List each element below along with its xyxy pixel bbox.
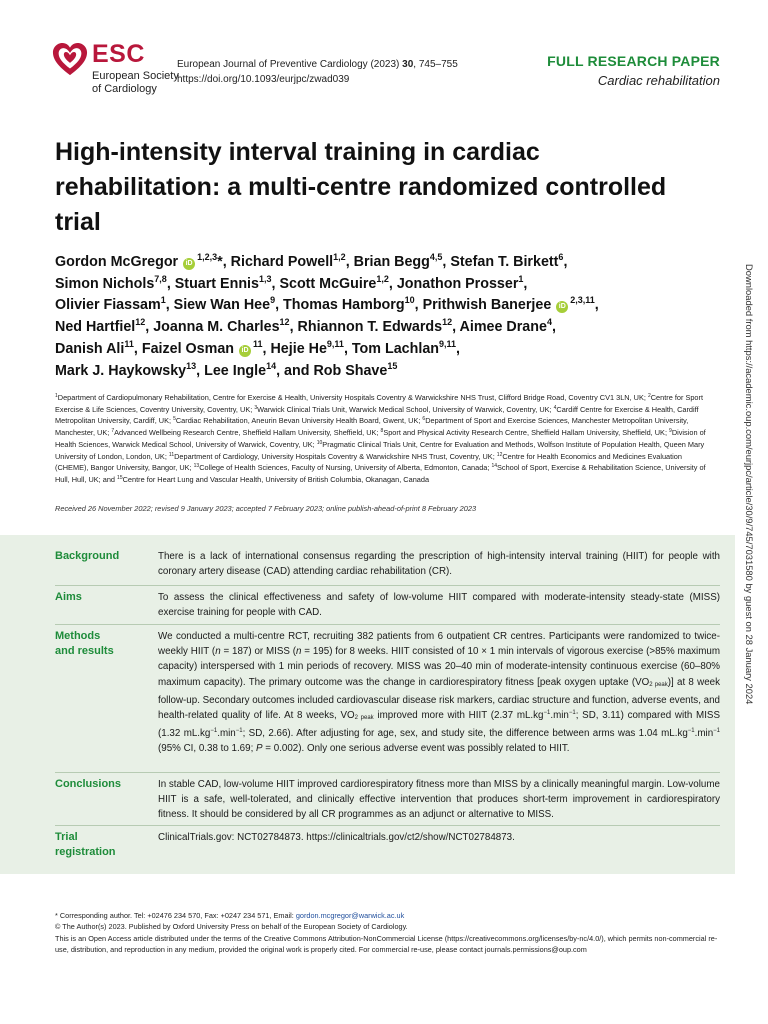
- author-separator: ,: [196, 362, 205, 379]
- author-separator: ,: [345, 254, 354, 270]
- author-name[interactable]: Brian Begg: [353, 254, 430, 270]
- author-name[interactable]: Olivier Fiassam: [55, 297, 161, 314]
- affiliation-number: 15: [117, 474, 123, 481]
- author-entry: [141, 338, 271, 357]
- affiliation-text: Department of Cardiology, University Hospitals Coventry & Warwickshire NHS Trust, Coventry, UK;: [174, 451, 497, 461]
- author-affiliation-ref: 13: [186, 360, 197, 371]
- abstract-text-aims: To assess the clinical effectiveness and safety of low-volume HIIT compared with moderate-intensity steady-state (MISS) exercise training for people with CAD.: [158, 592, 720, 619]
- copyright-notice: © The Author(s) 2023. Published by Oxford University Press on behalf of the European Society of Cardiology.: [55, 922, 408, 932]
- author-separator: ,: [523, 275, 528, 292]
- author-affiliation-ref: 1,2,3: [197, 252, 218, 262]
- author-separator: ,: [452, 319, 460, 336]
- author-affiliation-ref: 2,3,11: [570, 295, 595, 306]
- author-name[interactable]: Richard Powell: [230, 254, 334, 270]
- affiliation-number: 5: [173, 416, 176, 423]
- author-name[interactable]: Faizel Osman: [141, 340, 235, 357]
- author-separator: ,: [456, 340, 461, 357]
- corresponding-mark: *: [217, 254, 223, 270]
- author-name[interactable]: Rhiannon T. Edwards: [297, 319, 443, 336]
- author-entry: [231, 254, 354, 270]
- corresponding-author: * Corresponding author. Tel: +02476 234 570, Fax: +0247 234 571, Email: gordon.mcgregor@warwick.ac.uk: [55, 911, 405, 920]
- abstract-text-methods: We conducted a multi-centre RCT, recruiting 382 patients from 6 outpatient CR centres. Participants were randomized to twice-weekly HIIT (n = 187) or MISS (n = 195) for 8 weeks. HIIT consisted of 10 × 1 min intervals of vigorous exercise (>85% maximum capacity) interspersed with 1 min periods of recovery. MISS was 20–40 min of moderate-intensity continuous exercise (60–80% maximum capacity). The primary outcome was the change in cardiorespiratory fitness [peak oxygen uptake $(VO_{2 peak})$] at 8 week follow-up. Secondary outcomes included cardiovascular disease risk markers, cardiac structure and function, adverse events, and health-related quality of life. At 8 weeks, $VO_{2 peak}$ improved more with HIIT (2.37 $mL.kg^{-1}.\min^{-1}$; SD, 3.11) compared with MISS (1.32 $mL.kg^{-1}.\min^{-1}$; SD, 2.66). After adjusting for age, sex, and study site, the difference between arms was 1.04 $mL.kg^{-1}.\min^{-1}$ (95% CI, 0.38 to 1.69; P = 0.002). Only one serious adverse event was possibly related to HIIT.: [158, 631, 720, 755]
- article-title: High-intensity interval training in cardiac rehabilitation: a multi-centre randomized controlled trial: [55, 138, 667, 236]
- author-separator: ,: [271, 275, 280, 292]
- author-affiliation-ref: 7,8: [154, 273, 167, 284]
- author-entry: [55, 254, 231, 270]
- author-separator: ,: [594, 297, 599, 314]
- affiliation-number: 10: [316, 439, 323, 446]
- author-name[interactable]: Scott McGuire: [279, 275, 377, 292]
- author-separator: ,: [275, 297, 284, 314]
- author-separator: ,: [222, 254, 231, 270]
- author-separator: ,: [442, 254, 451, 270]
- affiliation-text: Pragmatic Clinical Trials Unit, Centre for Evaluation and Methods, Wolfson Institute of Population Health, Queen Mary University of London, London, UK;: [55, 439, 705, 461]
- orcid-icon[interactable]: iD: [556, 301, 568, 313]
- author-entry: [460, 319, 556, 335]
- esc-logo: [51, 40, 181, 96]
- abstract-divider: [55, 585, 720, 586]
- author-name[interactable]: Siew Wan Hee: [173, 297, 271, 314]
- author-name[interactable]: Jonathon Prosser: [396, 275, 519, 292]
- affiliation-number: 11: [168, 451, 175, 458]
- author-affiliation-ref: 1,2: [333, 252, 346, 262]
- footnotes: [55, 910, 720, 956]
- affiliation-number: 9: [669, 428, 672, 435]
- author-affiliation-ref: 1: [518, 273, 524, 284]
- author-entry: [450, 254, 567, 270]
- author-affiliation-ref: 14: [266, 360, 277, 371]
- email-link[interactable]: gordon.mcgregor@warwick.ac.uk: [295, 911, 405, 920]
- abstract-aims: [55, 590, 720, 624]
- affiliation-text: College of Health Sciences, Faculty of Nursing, University of Alberta, Edmonton, Canada;: [199, 463, 492, 473]
- doi-link[interactable]: https://doi.org/10.1093/eurjpc/zwad039: [177, 74, 350, 85]
- abstract-label-aims: Aims: [55, 591, 82, 603]
- affiliation-number: 14: [491, 463, 498, 470]
- author-affiliation-ref: 15: [387, 360, 398, 371]
- logo-wordmark: ESC: [92, 40, 145, 68]
- affiliation-text: Centre for Sport Exercise & Life Sciences, Coventry University, Coventry, UK;: [55, 393, 703, 414]
- journal-citation: [177, 57, 458, 87]
- trial-registration-link[interactable]: ClinicalTrials.gov: NCT02784873. https://clinicaltrials.gov/ct2/show/NCT02784873.: [158, 832, 515, 843]
- author-separator: ,: [166, 275, 175, 292]
- author-name[interactable]: Stefan T. Birkett: [450, 254, 559, 270]
- author-name[interactable]: Tom Lachlan: [351, 340, 440, 357]
- affiliation-text: Cardiff Centre for Exercise & Health, Cardiff Metropolitan University, Cardiff, UK;: [55, 404, 699, 426]
- abstract-divider: [55, 825, 720, 826]
- abstract-label-background: Background: [55, 550, 120, 562]
- author-entry: [174, 297, 283, 313]
- author-separator: ,: [563, 254, 568, 270]
- author-affiliation-ref: 9: [270, 295, 276, 306]
- author-name[interactable]: Joanna M. Charles: [153, 319, 280, 336]
- author-name[interactable]: Rob Shave: [313, 362, 388, 379]
- author-entry: [153, 319, 297, 335]
- license-notice: This is an Open Access article distributed under the terms of the Creative Commons Attribution-NonCommercial License (https://creativecommons.org/licenses/by-nc/4.0/), which permits non-commercial re-use, distribution, and reproduction in any medium, provided the original work is properly cited. For commercial re-use, please contact journals.permissions@oup.com: [55, 933, 718, 955]
- journal-volume: 30: [402, 59, 414, 70]
- paper-section-label: Cardiac rehabilitation: [597, 73, 720, 88]
- author-affiliation-ref: 11: [253, 338, 263, 349]
- author-list: [55, 252, 720, 382]
- affiliation-text: Cardiac Rehabilitation, Aneurin Bevan University Health Board, Gwent, UK;: [175, 416, 423, 426]
- author-name[interactable]: Thomas Hamborg: [283, 297, 405, 314]
- article-dates: Received 26 November 2022; revised 9 January 2023; accepted 7 February 2023; online publish-ahead-of-print 8 February 2023: [55, 504, 477, 513]
- affiliation-number: 8: [380, 428, 384, 435]
- affiliation-number: 2: [647, 393, 651, 399]
- affiliation-text: Division of Health Sciences, Warwick Medical School, University of Warwick, Coventry, UK;: [55, 428, 706, 449]
- author-name[interactable]: Gordon McGregor: [55, 254, 179, 270]
- affiliation-number: 6: [422, 416, 426, 423]
- affiliation-number: 7: [111, 428, 115, 435]
- author-affiliation-ref: 1,2: [376, 273, 389, 284]
- abstract-methods-results: [55, 629, 720, 769]
- heart-logo-icon: [51, 42, 89, 78]
- author-name[interactable]: Prithwish Banerjee: [422, 297, 552, 314]
- abstract-label-conclusions: Conclusions: [55, 778, 122, 790]
- author-entry: [279, 273, 397, 292]
- affiliations: [55, 392, 717, 486]
- orcid-icon[interactable]: iD: [239, 345, 251, 357]
- structured-abstract: [0, 535, 735, 874]
- affiliation-text: Advanced Wellbeing Research Centre, Sheffield Hallam University, Sheffield, UK;: [114, 428, 381, 438]
- affiliation-text: Warwick Clinical Trials Unit, Warwick Medical School, University of Warwick, Coventry, UK;: [257, 404, 554, 414]
- affiliation-text: Department of Sport and Exercise Sciences, Manchester Metropolitan University, Manchester, UK;: [55, 416, 689, 438]
- author-separator: ,: [289, 319, 298, 336]
- affiliation-number: 3: [254, 404, 258, 411]
- author-separator: ,: [262, 340, 271, 357]
- author-separator: , and: [276, 362, 314, 379]
- author-name[interactable]: Stuart Ennis: [174, 275, 259, 292]
- logo-subtitle: European Society of Cardiology: [92, 70, 179, 95]
- author-entry: [204, 360, 314, 379]
- abstract-background: [55, 549, 720, 589]
- author-name[interactable]: Danish Ali: [55, 340, 125, 357]
- paper-type-label: FULL RESEARCH PAPER: [547, 53, 720, 69]
- journal-name: European Journal of Preventive Cardiology (2023): [177, 59, 400, 70]
- author-affiliation-ref: 12: [442, 317, 453, 328]
- author-entry: [174, 273, 280, 292]
- author-entry: [354, 254, 451, 270]
- author-affiliation-ref: 12: [279, 317, 290, 328]
- abstract-text-conclusions: In stable CAD, low-volume HIIT improved cardiorespiratory fitness more than MISS by a clinically meaningful margin. Low-volume HIIT is a safe, well-tolerated, and clinically effective intervention that produces short-term improvement in cardiorespiratory fitness. It should be considered by all CR programmes as an adjunct or alternative to MISS.: [158, 779, 720, 821]
- author-entry: [55, 360, 205, 379]
- author-affiliation-ref: 9,11: [439, 338, 457, 349]
- author-name[interactable]: Simon Nichols: [55, 275, 155, 292]
- author-separator: ,: [165, 297, 174, 314]
- abstract-label-trial: Trial registration: [55, 831, 116, 858]
- author-separator: ,: [388, 275, 397, 292]
- author-affiliation-ref: 1,3: [258, 273, 272, 284]
- author-entry: [283, 297, 423, 313]
- author-entry: [55, 319, 153, 335]
- abstract-divider: [55, 772, 720, 773]
- affiliation-text: Centre for Health Economics and Medicines Evaluation (CHEME), Bangor University, Bangor, UK;: [55, 451, 682, 473]
- author-affiliation-ref: 4,5: [429, 252, 443, 262]
- author-separator: ,: [343, 340, 352, 357]
- affiliation-text: Department of Cardiopulmonary Rehabilitation, Centre for Exercise & Health, University Hospitals Coventry & Warwickshire NHS Trust, Clifford Bridge Road, Coventry CV1 3LN, UK;: [57, 393, 648, 402]
- affiliation-text: Sport and Physical Activity Research Centre, Sheffield Hallam University, Sheffield, UK;: [383, 428, 670, 438]
- abstract-trial-registration: [55, 830, 720, 864]
- author-name[interactable]: Hejie He: [270, 340, 327, 357]
- affiliation-text: Centre for Heart Lung and Vascular Health, University of British Columbia, Okanagan, Canada: [122, 474, 430, 484]
- author-entry: [270, 338, 352, 357]
- author-entry: [55, 338, 142, 357]
- abstract-label-methods: Methods and results: [55, 630, 114, 657]
- author-separator: ,: [133, 340, 142, 357]
- journal-pages: , 745–755: [413, 59, 458, 70]
- abstract-conclusions: [55, 777, 720, 827]
- affiliation-text: School of Sport, Exercise & Rehabilitation Science, University of Hull, Hull, UK; and: [55, 463, 706, 484]
- author-name[interactable]: Mark J. Haykowsky: [55, 362, 187, 379]
- author-affiliation-ref: 10: [404, 295, 415, 306]
- affiliation-number: 12: [496, 451, 503, 458]
- author-affiliation-ref: 9,11: [326, 338, 344, 349]
- author-entry: [423, 297, 599, 313]
- author-separator: ,: [414, 297, 423, 314]
- affiliation-number: 4: [553, 404, 557, 411]
- orcid-icon[interactable]: iD: [183, 258, 195, 270]
- affiliation-number: 1: [55, 393, 58, 399]
- author-affiliation-ref: 4: [546, 317, 552, 328]
- author-affiliation-ref: 12: [135, 317, 146, 328]
- author-separator: ,: [551, 319, 556, 336]
- author-affiliation-ref: 6: [558, 252, 564, 262]
- author-affiliation-ref: 1: [160, 295, 166, 306]
- author-affiliation-ref: 11: [124, 338, 134, 349]
- author-separator: ,: [145, 319, 154, 336]
- author-entry: [351, 338, 461, 357]
- abstract-text-background: There is a lack of international consensus regarding the prescription of high-intensity interval training (HIIT) for people with coronary artery disease (CAD) attending cardiac rehabilitation (CR).: [158, 551, 720, 578]
- author-name[interactable]: Aimee Drane: [459, 319, 547, 336]
- download-notice: Downloaded from https://academic.oup.com/eurjpc/article/30/9/745/7031580 by guest on 28 January 2024: [744, 264, 755, 705]
- affiliation-number: 13: [193, 463, 200, 470]
- author-entry: [55, 273, 175, 292]
- abstract-divider: [55, 624, 720, 625]
- author-entry: [298, 319, 460, 335]
- author-name[interactable]: Ned Hartfiel: [55, 319, 136, 336]
- author-entry: [55, 297, 174, 313]
- author-entry: [313, 360, 398, 379]
- author-name[interactable]: Lee Ingle: [204, 362, 267, 379]
- author-entry: [396, 273, 528, 292]
